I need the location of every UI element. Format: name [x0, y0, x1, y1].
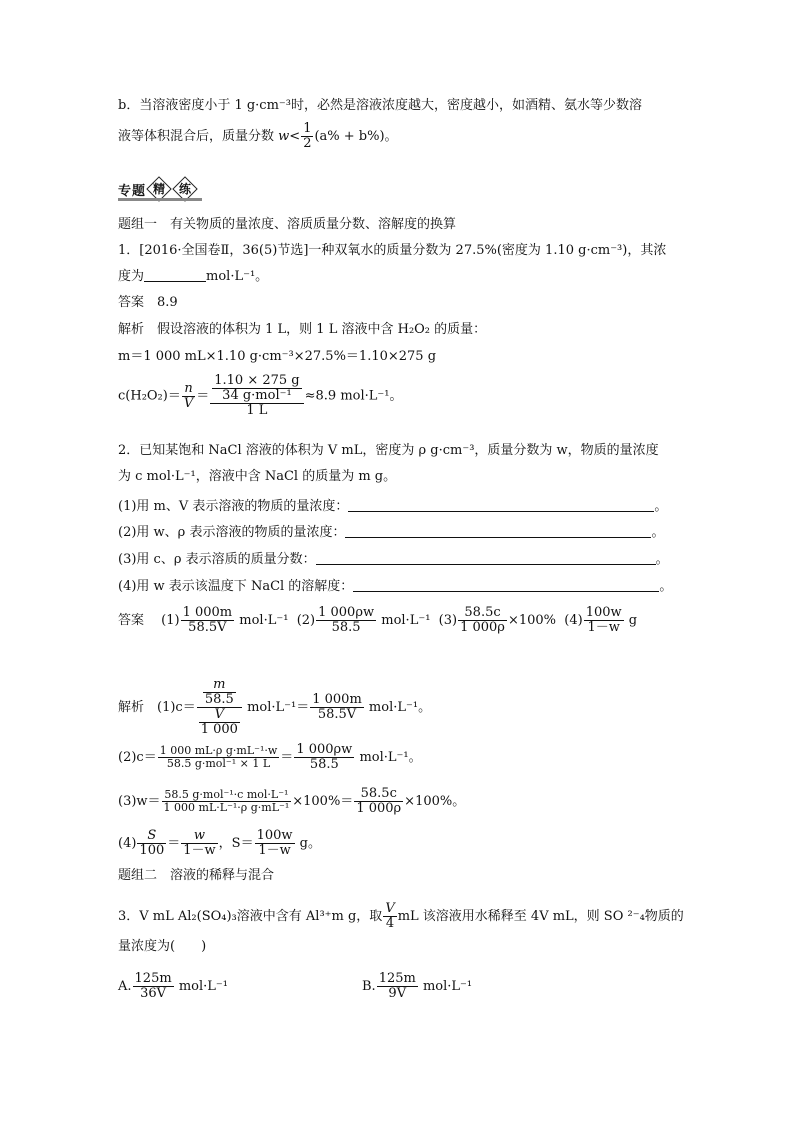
e4-d1: 100 [139, 843, 165, 858]
q3-option-a[interactable] [118, 972, 228, 1001]
e2-post: mol·L⁻¹。 [359, 750, 422, 765]
q2-sub-2-text: (2)用 w、ρ 表示溶液的物质的量浓度： [118, 525, 346, 540]
a3-fraction [458, 606, 507, 635]
e1-compound-fraction [197, 678, 242, 737]
e2-den2: 58.5 [309, 757, 339, 772]
e1-v-fraction [199, 708, 240, 737]
a3-pre: (3) [438, 613, 458, 628]
e1-den: 58.5V [317, 707, 357, 722]
e2-eq: ＝ [280, 750, 294, 765]
option-a-den: 36V [140, 986, 167, 1001]
a4-fraction [584, 606, 624, 635]
q1-line-2-post: mol·L⁻¹。 [206, 269, 269, 284]
q2-sub-4-text: (4)用 w 表示该温度下 NaCl 的溶解度： [118, 579, 354, 594]
option-b-fraction [377, 972, 418, 1001]
q2-sub-1 [118, 497, 667, 516]
q3-four: 4 [385, 916, 395, 931]
inner-den: 34 g·mol⁻¹ [222, 388, 292, 403]
q3-line-1-post: mL 该溶液用水稀释至 4V mL，则 SO ²⁻₄物质的 [397, 909, 684, 924]
q2-sub-4 [118, 577, 672, 596]
option-b-num: 125m [378, 971, 416, 986]
e2-num2: 1 000ρw [296, 742, 353, 757]
w-symbol: w [278, 129, 290, 144]
e4-w-fraction [181, 829, 217, 858]
e4-n1: S [137, 829, 166, 844]
big-fraction [210, 374, 303, 418]
option-a-unit: mol·L⁻¹ [178, 979, 228, 994]
q2-blank-3 [316, 550, 656, 565]
a3-den: 1 000ρ [460, 620, 505, 635]
e1-post: mol·L⁻¹。 [368, 700, 432, 715]
e2-den: 58.5 g·mol⁻¹ × 1 L [166, 757, 271, 770]
a2-pre: (2) [296, 613, 316, 628]
q1-eq: ＝ [196, 388, 210, 404]
half-fraction [301, 122, 313, 151]
q1-line-2 [118, 267, 268, 286]
intro-line-2 [118, 122, 398, 151]
a4-unit: g [628, 613, 638, 628]
option-a-label: A. [118, 979, 132, 994]
q2-period-4: 。 [659, 579, 673, 594]
e2-num: 1 000 mL·ρ g·mL⁻¹·w [159, 744, 278, 757]
q1-m-line: m＝1 000 mL×1.10 g·cm⁻³×27.5%＝1.10×275 g [118, 349, 437, 364]
q2-answers [118, 606, 637, 635]
q1-c-pre: c(H₂O₂)＝ [118, 388, 181, 404]
e1-mid: mol·L⁻¹＝ [247, 700, 310, 715]
e4-d3: 1－w [258, 843, 291, 858]
e1-line [118, 678, 431, 737]
q2-sub-2 [118, 523, 664, 542]
section-badge [118, 176, 198, 202]
intro-line-1: b．当溶液密度小于 1 g·cm⁻³时，必然是溶液浓度越大，密度越小，如酒精、氨水等少数溶 [118, 98, 642, 113]
q2-blank-1 [348, 497, 654, 512]
option-a-fraction [133, 972, 174, 1001]
q2-line-2: 为 c mol·L⁻¹，溶液中含 NaCl 的质量为 m g。 [118, 469, 397, 484]
e3-fraction [162, 789, 292, 814]
e1-n1: m [203, 678, 236, 693]
e1-d1: V [199, 708, 240, 723]
q1-result: ≈8.9 mol·L⁻¹。 [304, 388, 403, 404]
e4-n2: w [181, 829, 217, 844]
e3-pre: (3)w＝ [118, 794, 161, 809]
q2-answer-label: 答案 [118, 613, 158, 628]
a1-num: 1 000m [182, 605, 233, 620]
a4-num: 100w [585, 605, 622, 620]
a1-unit: mol·L⁻¹ [239, 613, 289, 628]
option-b-label: B. [362, 979, 376, 994]
q3-option-b[interactable] [362, 972, 472, 1001]
a4-den: 1－w [587, 620, 620, 635]
a2-unit: mol·L⁻¹ [381, 613, 431, 628]
e1-d2: 1 000 [200, 722, 238, 737]
q2-sub-3-text: (3)用 c、ρ 表示溶质的质量分数： [118, 552, 316, 567]
q1-analysis: 解析 假设溶液的体积为 1 L，则 1 L 溶液中含 H₂O₂ 的质量： [118, 322, 487, 337]
q3-line-1 [118, 902, 684, 931]
q2-line-1: 2．已知某饱和 NaCl 溶液的体积为 V mL，密度为 ρ g·cm⁻³，质量分数为 w，物质的量浓度 [118, 443, 659, 458]
group2-title: 题组二 溶液的稀释与混合 [118, 868, 275, 883]
a3-num: 58.5c [458, 606, 507, 621]
option-b-den: 9V [388, 986, 407, 1001]
q1-c-line [118, 374, 402, 418]
e4-eq: ＝ [167, 836, 181, 851]
q2-period-1: 。 [654, 499, 668, 514]
badge-text-3: 练 [179, 181, 192, 196]
intro-line-2-end: (a% + b%)。 [314, 129, 398, 144]
analysis-label: 解析 [118, 700, 158, 715]
option-a-num: 125m [134, 971, 172, 986]
e2-fraction-2 [294, 743, 354, 772]
intro-line-2-text: 液等体积混合后，质量分数 [118, 129, 279, 144]
v-den: V [183, 395, 194, 411]
e4-n3: 100w [256, 828, 293, 843]
badge-text-1: 专题 [118, 183, 147, 199]
q2-sub-1-text: (1)用 m、V 表示溶液的物质的量浓度： [118, 499, 349, 514]
q1-line-2-pre: 度为 [118, 269, 145, 284]
a1-fraction [181, 606, 235, 635]
q3-line-2: 量浓度为( ) [118, 939, 207, 954]
big-fraction-den: 1 L [246, 403, 268, 418]
group1-title: 题组一 有关物质的量浓度、溶质质量分数、溶解度的换算 [118, 217, 457, 232]
q3-v: V [385, 901, 395, 916]
e3-num2: 58.5c [354, 787, 403, 802]
q1-blank [144, 267, 206, 282]
a2-num: 1 000ρw [318, 605, 375, 620]
option-b-unit: mol·L⁻¹ [422, 979, 473, 994]
e3-line [118, 787, 465, 816]
a1-den: 58.5V [188, 620, 227, 635]
q3-line-1-pre: 3．V mL Al₂(SO₄)₃溶液中含有 Al³⁺m g，取 [118, 909, 383, 924]
e4-post: g。 [299, 836, 321, 851]
e3-num: 58.5 g·mol⁻¹·c mol·L⁻¹ [162, 789, 292, 802]
e4-pre: (4) [118, 836, 137, 851]
q2-period-2: 。 [651, 525, 665, 540]
q1-answer: 答案 8.9 [118, 295, 178, 310]
q1-line-1: 1．[2016·全国卷Ⅱ，36(5)节选]一种双氧水的质量分数为 27.5%(密度为 1.10 g·cm⁻³)，其浓 [118, 243, 667, 258]
e1-compound-num [197, 678, 242, 708]
a2-den: 58.5 [331, 620, 361, 635]
e1-pre: (1)c＝ [157, 700, 196, 715]
e3-mid: ×100%＝ [292, 794, 354, 809]
q2-blank-2 [345, 523, 651, 538]
inner-num: 1.10 × 275 g [214, 373, 300, 388]
e1-m-fraction [203, 678, 236, 707]
e4-s-fraction [137, 829, 166, 858]
v-over-4-fraction [383, 902, 396, 931]
e3-den2: 1 000ρ [356, 801, 402, 816]
e3-den: 1 000 mL·L⁻¹·ρ g·mL⁻¹ [163, 801, 290, 814]
big-fraction-numerator [210, 374, 303, 404]
e1-compound-den [197, 708, 242, 737]
a1-pre: (1) [161, 613, 180, 628]
e4-result-fraction [255, 829, 295, 858]
n-over-v [182, 382, 195, 411]
q2-sub-3 [118, 550, 669, 569]
e2-pre: (2)c＝ [118, 750, 157, 765]
a2-fraction [316, 606, 376, 635]
e4-line [118, 829, 321, 858]
e1-n2: 58.5 [204, 692, 234, 707]
less-than: < [289, 129, 301, 144]
badge-text-2: 精 [153, 181, 166, 196]
inner-fraction [212, 374, 301, 403]
q2-period-3: 。 [655, 552, 669, 567]
e4-d2: 1－w [183, 843, 216, 858]
a3-unit: ×100% [507, 613, 557, 628]
half-num: 1 [303, 121, 312, 136]
q2-blank-4 [353, 577, 659, 592]
half-den: 2 [303, 136, 312, 151]
e4-mid: ，S＝ [218, 836, 254, 851]
e1-result-fraction [310, 693, 364, 722]
n-num: n [182, 382, 195, 397]
e3-fraction-2 [354, 787, 403, 816]
e1-num: 1 000m [312, 692, 362, 707]
e2-line [118, 743, 422, 772]
e2-fraction [158, 745, 280, 770]
a4-pre: (4) [564, 613, 583, 628]
e3-post: ×100%。 [404, 794, 466, 809]
